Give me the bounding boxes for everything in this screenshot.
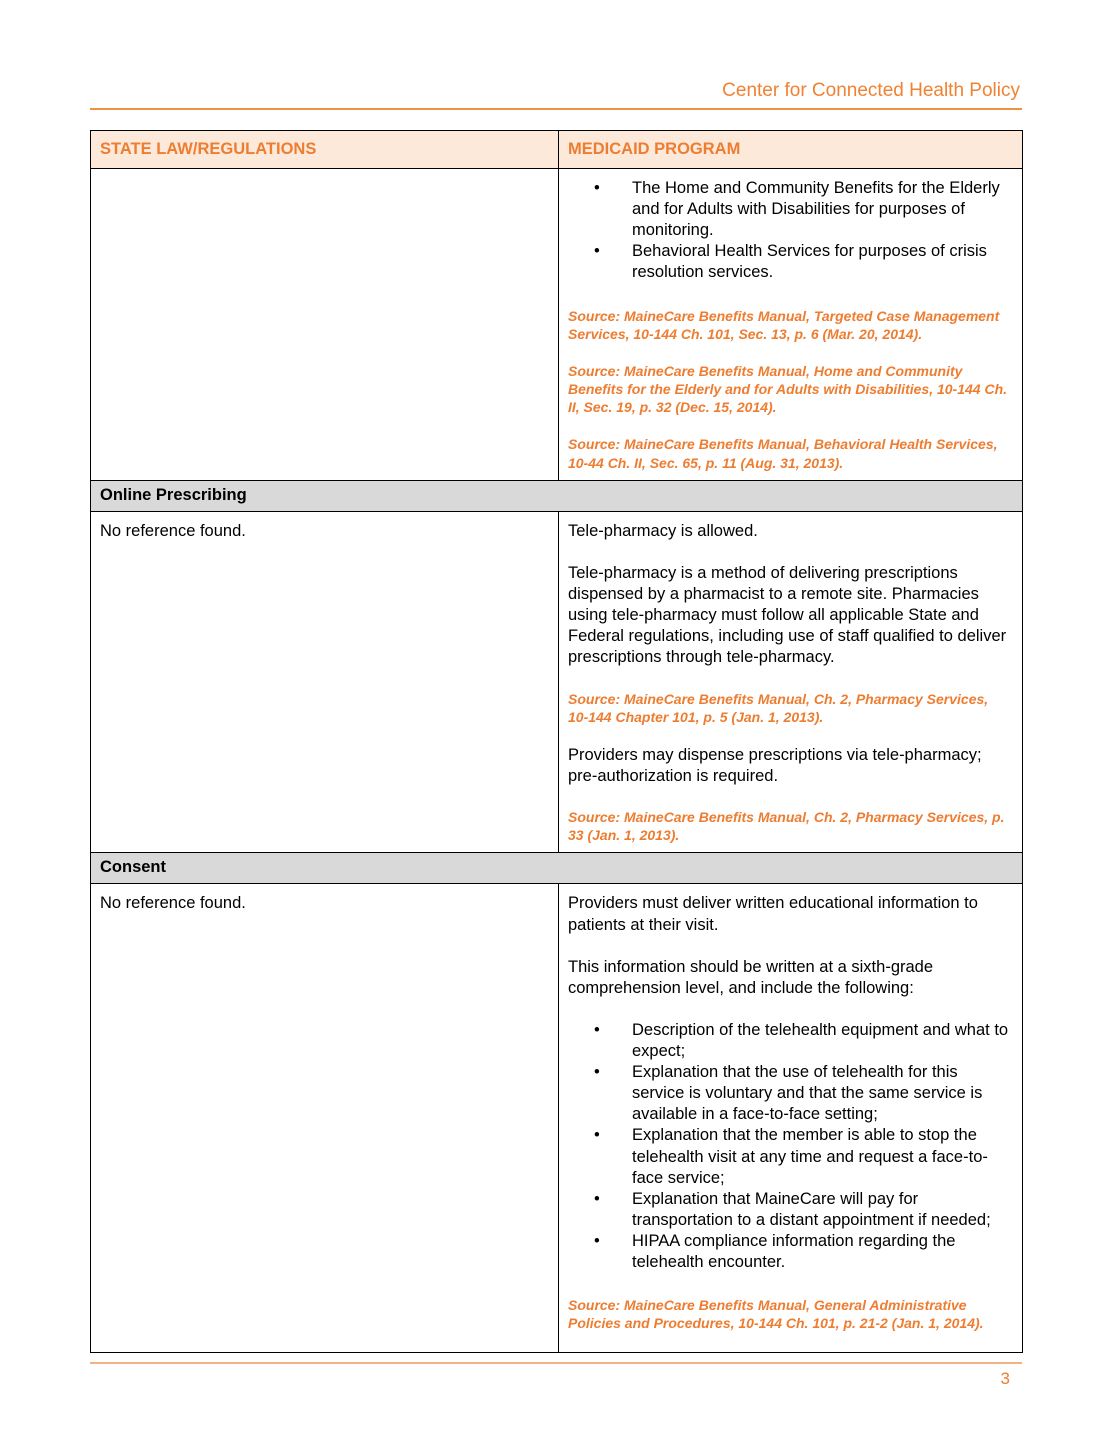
paragraph: Providers may dispense prescriptions via tele-pharmacy; pre-authorization is required. bbox=[568, 745, 982, 785]
list-item: • Description of the telehealth equipment and what to expect; bbox=[568, 1020, 1012, 1062]
list-item: • Behavioral Health Services for purposes of crisis resolution services. bbox=[568, 241, 1012, 283]
list-item: • Explanation that the use of telehealth for this service is voluntary and that the same service is available in a face-to-face setting; bbox=[568, 1062, 1012, 1125]
source-citation: Source: MaineCare Benefits Manual, Ch. 2, Pharmacy Services, 10-144 Chapter 101, p. 5 (Jan. 1, 2013). bbox=[568, 690, 989, 725]
section-row-online-prescribing bbox=[91, 480, 1023, 511]
bullet-list bbox=[568, 1020, 1012, 1273]
paragraph: Tele-pharmacy is a method of delivering prescriptions dispensed by a pharmacist to a remote site. Pharmacies using tele-pharmacy must follow all applicable State and Federal regulations, including use of staff qualified to deliver prescriptions through tele-pharmacy. bbox=[568, 563, 1007, 667]
source-citation: Source: MaineCare Benefits Manual, Ch. 2, Pharmacy Services, p. 33 (Jan. 1, 2013). bbox=[568, 809, 1005, 844]
paragraph: Tele-pharmacy is allowed. bbox=[568, 521, 758, 540]
footer-divider bbox=[90, 1362, 1022, 1364]
paragraph: This information should be written at a sixth-grade comprehension level, and include the following: bbox=[568, 957, 934, 997]
table-row-continuation bbox=[91, 169, 1023, 481]
no-reference-text: No reference found. bbox=[100, 894, 246, 913]
state-law-cell-empty bbox=[91, 169, 559, 481]
medicaid-cell-continuation bbox=[559, 169, 1023, 481]
table-row-consent bbox=[91, 884, 1023, 1353]
bullet-list bbox=[568, 178, 1012, 284]
state-law-cell-online-prescribing bbox=[91, 511, 559, 853]
list-item: • HIPAA compliance information regarding the telehealth encounter. bbox=[568, 1231, 1012, 1273]
list-item: • Explanation that the member is able to stop the telehealth visit at any time and request a face-to-face service; bbox=[568, 1125, 1012, 1188]
table-header-row bbox=[91, 131, 1023, 169]
state-law-cell-consent bbox=[91, 884, 559, 1353]
no-reference-text: No reference found. bbox=[100, 521, 246, 540]
section-header-online-prescribing: Online Prescribing bbox=[91, 480, 1023, 511]
list-item: • The Home and Community Benefits for the Elderly and for Adults with Disabilities for purposes of monitoring. bbox=[568, 178, 1012, 241]
source-citation: Source: MaineCare Benefits Manual, Home and Community Benefits for the Elderly and for Adults with Disabilities, 10-144 Ch. II, Sec. 19, p. 32 (Dec. 15, 2014). bbox=[568, 362, 1008, 416]
section-row-consent bbox=[91, 853, 1023, 884]
paragraph: Providers must deliver written educational information to patients at their visit. bbox=[568, 894, 978, 934]
policy-table bbox=[90, 130, 1023, 1353]
medicaid-cell-consent bbox=[559, 884, 1023, 1353]
source-citation: Source: MaineCare Benefits Manual, Behavioral Health Services, 10-44 Ch. II, Sec. 65, p. 11 (Aug. 31, 2013). bbox=[568, 436, 998, 471]
column-header-medicaid: MEDICAID PROGRAM bbox=[559, 131, 1023, 169]
medicaid-cell-online-prescribing bbox=[559, 511, 1023, 853]
source-citation: Source: MaineCare Benefits Manual, General Administrative Policies and Procedures, 10-144 Ch. 101, p. 21-2 (Jan. 1, 2014). bbox=[568, 1297, 984, 1332]
list-item: • Explanation that MaineCare will pay for transportation to a distant appointment if needed; bbox=[568, 1189, 1012, 1231]
column-header-state-law: STATE LAW/REGULATIONS bbox=[91, 131, 559, 169]
source-citation: Source: MaineCare Benefits Manual, Targeted Case Management Services, 10-144 Ch. 101, Sec. 13, p. 6 (Mar. 20, 2014). bbox=[568, 307, 1000, 342]
table-row-online-prescribing bbox=[91, 511, 1023, 853]
header-divider bbox=[90, 108, 1022, 110]
section-header-consent: Consent bbox=[91, 853, 1023, 884]
page-title: Center for Connected Health Policy bbox=[722, 80, 1020, 101]
page-number: 3 bbox=[1000, 1369, 1010, 1388]
